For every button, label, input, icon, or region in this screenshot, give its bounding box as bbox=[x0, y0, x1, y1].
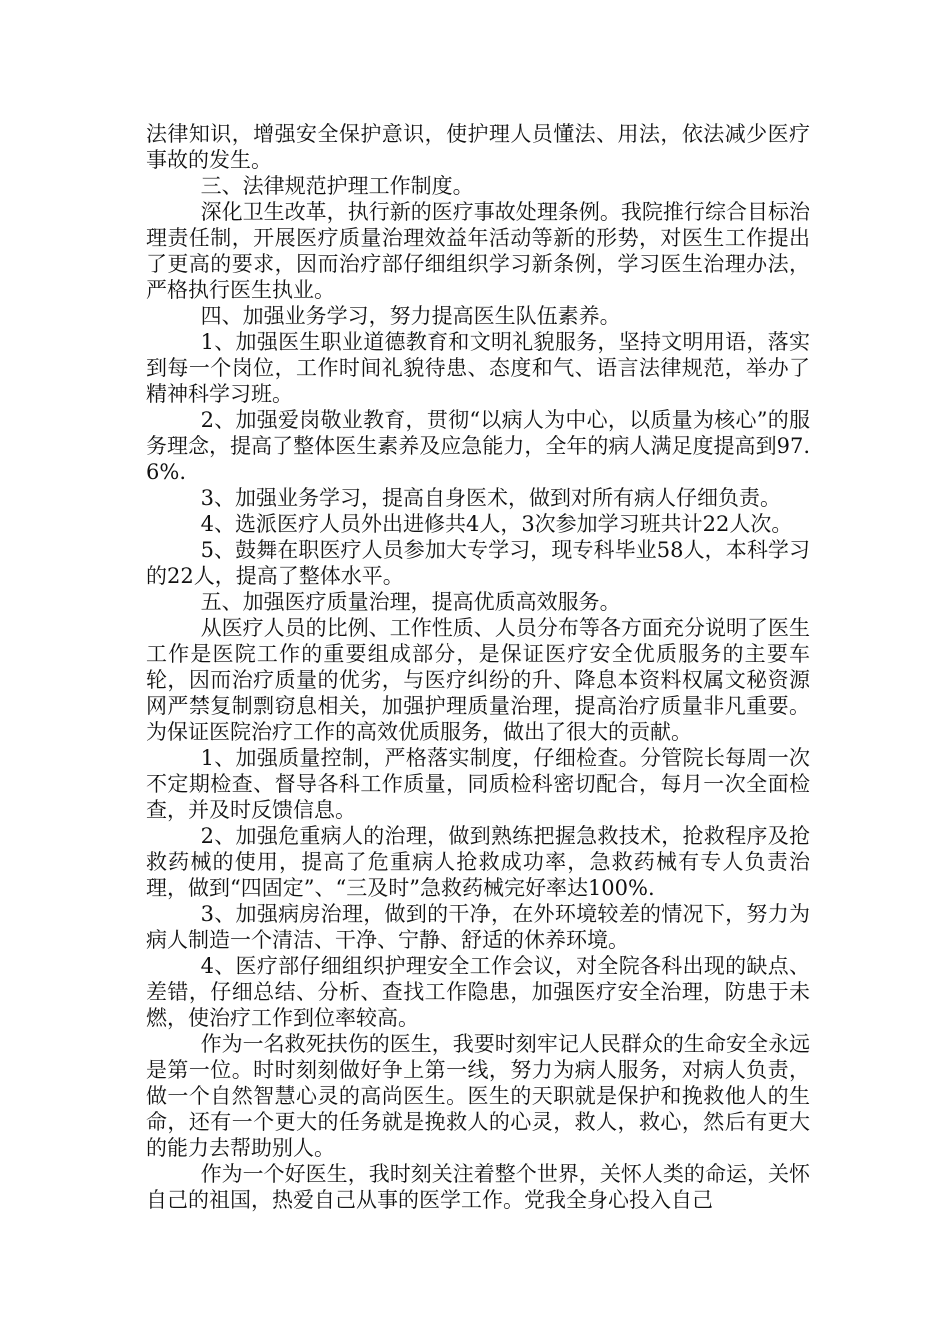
section-heading: 五、加强医疗质量治理，提高优质高效服务。 bbox=[200, 590, 621, 614]
list-item: 3、加强业务学习，提高自身医术，做到对所有病人仔细负责。 bbox=[200, 486, 781, 510]
list-item: 2、加强爱岗敬业教育，贯彻“以病人为中心，以质量为核心”的服务理念，提高了整体医生素养及应急能力，全年的病人满足度提高到97.6%. bbox=[146, 408, 810, 484]
paragraph: 深化卫生改革，执行新的医疗事故处理条例。我院推行综合目标治理责任制，开展医疗质量治理效益年活动等新的形势，对医生工作提出了更高的要求，因而治疗部仔细组织学习新条例，学习医生治理办法，严格执行医生执业。 bbox=[146, 200, 810, 302]
document-body bbox=[146, 121, 810, 1213]
section-heading: 四、加强业务学习，努力提高医生队伍素养。 bbox=[200, 304, 621, 328]
paragraph: 法律知识，增强安全保护意识，使护理人员懂法、用法，依法减少医疗事故的发生。 bbox=[146, 122, 810, 172]
list-item: 1、加强质量控制，严格落实制度，仔细检查。分管院长每周一次不定期检查、督导各科工作质量，同质检科密切配合，每月一次全面检查，并及时反馈信息。 bbox=[146, 746, 810, 822]
section-heading: 三、法律规范护理工作制度。 bbox=[200, 174, 474, 198]
list-item: 5、鼓舞在职医疗人员参加大专学习，现专科毕业58人，本科学习的22人，提高了整体水平。 bbox=[146, 538, 810, 588]
list-item: 1、加强医生职业道德教育和文明礼貌服务，坚持文明用语，落实到每一个岗位，工作时间礼貌待患、态度和气、语言法律规范，举办了精神科学习班。 bbox=[146, 330, 810, 406]
paragraph: 作为一个好医生，我时刻关注着整个世界，关怀人类的命运，关怀自己的祖国，热爱自己从事的医学工作。党我全身心投入自己 bbox=[146, 1162, 810, 1212]
paragraph: 作为一名救死扶伤的医生，我要时刻牢记人民群众的生命安全永远是第一位。时时刻刻做好争上第一线，努力为病人服务，对病人负责，做一个自然智慧心灵的高尚医生。医生的天职就是保护和挽救他人的生命，还有一个更大的任务就是挽救人的心灵，救人，救心，然后有更大的能力去帮助别人。 bbox=[146, 1032, 810, 1160]
list-item: 4、选派医疗人员外出进修共4人，3次参加学习班共计22人次。 bbox=[200, 512, 793, 536]
paragraph: 从医疗人员的比例、工作性质、人员分布等各方面充分说明了医生工作是医院工作的重要组成部分，是保证医疗安全优质服务的主要车轮，因而治疗质量的优劣，与医疗纠纷的升、降息本资料权属文秘资源网严禁复制剽窃息相关，加强护理质量治理，提高治疗质量非凡重要。为保证医院治疗工作的高效优质服务，做出了很大的贡献。 bbox=[146, 616, 810, 744]
list-item: 2、加强危重病人的治理，做到熟练把握急救技术，抢救程序及抢救药械的使用，提高了危重病人抢救成功率，急救药械有专人负责治理，做到“四固定”、“三及时”急救药械完好率达100%. bbox=[146, 824, 810, 900]
list-item: 3、加强病房治理，做到的干净，在外环境较差的情况下，努力为病人制造一个清洁、干净、宁静、舒适的休养环境。 bbox=[146, 902, 810, 952]
list-item: 4、医疗部仔细组织护理安全工作会议，对全院各科出现的缺点、差错，仔细总结、分析、查找工作隐患，加强医疗安全治理，防患于未燃，使治疗工作到位率较高。 bbox=[146, 954, 810, 1030]
